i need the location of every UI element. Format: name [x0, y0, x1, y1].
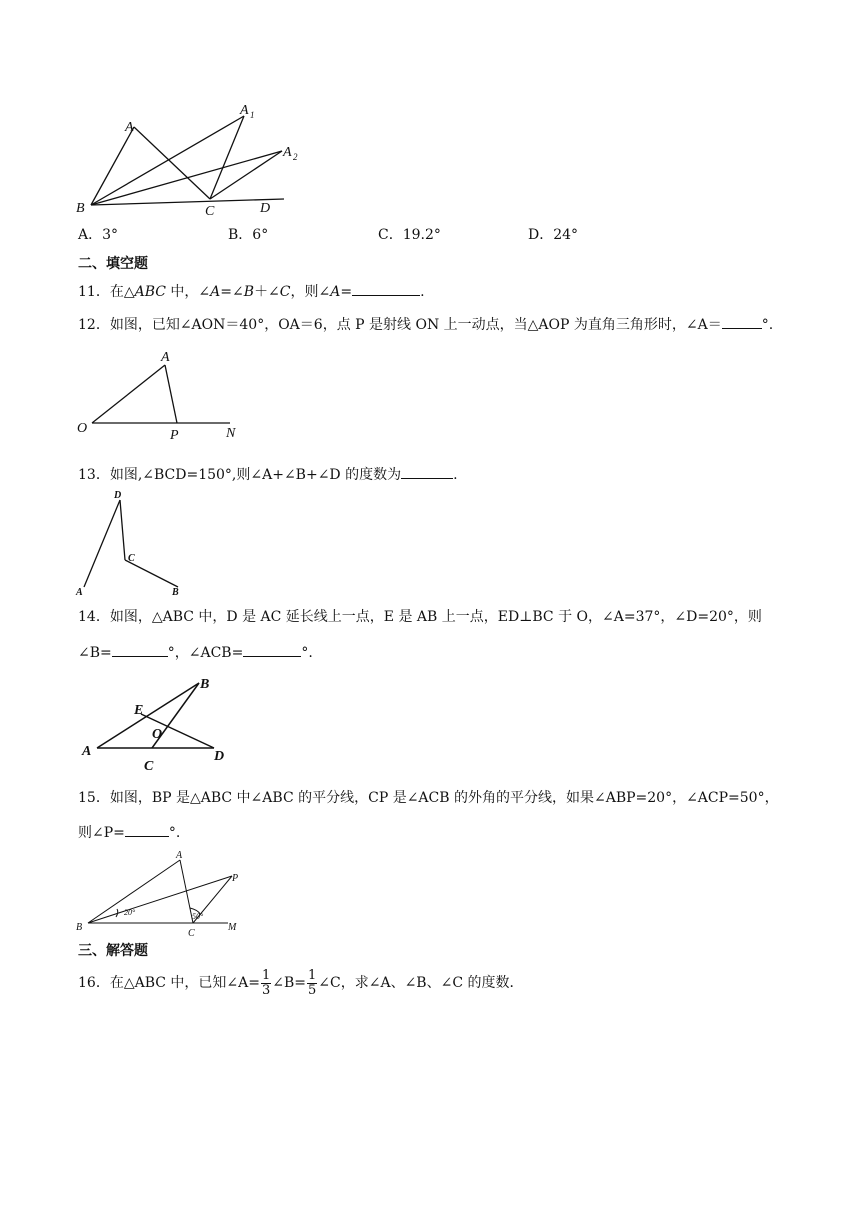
answer-blank — [112, 642, 168, 657]
label-b: B — [76, 922, 83, 933]
fraction-one-third: $\frac{1}{3}$ — [261, 967, 271, 998]
label-p: P — [170, 428, 179, 443]
answer-blank — [243, 642, 301, 657]
question-12: 12．如图，已知∠AON＝40°，OA＝6，点 P 是射线 ON 上一动点，当△AOP 为直角三角形时，∠A＝ °. — [78, 314, 773, 335]
option-value: 6° — [252, 227, 269, 243]
label-a: A — [82, 744, 92, 759]
label-b: B — [76, 201, 85, 216]
option-b — [228, 225, 268, 245]
label-c: C — [144, 759, 154, 774]
label-d: D — [260, 201, 271, 216]
label-c: C — [188, 928, 195, 938]
label-m: M — [228, 922, 237, 933]
option-letter: B． — [228, 227, 253, 243]
section-2-title: 二、填空题 — [78, 256, 148, 272]
q14-figure — [78, 673, 248, 778]
question-11: 11．在△ABC 中，∠A=∠B＋∠C，则∠A= . — [78, 281, 425, 302]
answer-blank — [352, 281, 420, 296]
q15-figure — [72, 848, 252, 938]
label-a: A — [76, 587, 83, 598]
label-e: E — [134, 703, 144, 718]
section-3-title: 三、解答题 — [78, 943, 148, 959]
option-value: 19.2° — [402, 227, 441, 243]
q13-figure — [72, 488, 192, 598]
label-a: A — [161, 350, 170, 365]
question-15-line-2: 则∠P= °. — [78, 822, 180, 843]
question-14-line-2: ∠B= °，∠ACB= °. — [78, 642, 313, 663]
label-a1-sub: 1 — [250, 110, 255, 120]
label-a: A — [176, 850, 183, 861]
option-letter: A． — [78, 227, 103, 243]
option-value: 24° — [553, 227, 579, 243]
fraction-one-fifth: $\frac{1}{5}$ — [308, 967, 317, 998]
option-c — [378, 225, 441, 245]
label-c: C — [128, 553, 135, 564]
question-15-line-1: 15．如图，BP 是△ABC 中∠ABC 的平分线，CP 是∠ACB 的外角的平分线，如果∠ABP=20°，∠ACP=50°， — [78, 790, 779, 806]
q10-figure — [70, 98, 310, 220]
label-n: N — [226, 426, 236, 441]
angle-20-label: 20° — [124, 908, 136, 917]
label-a2-sub: 2 — [293, 152, 298, 162]
angle-50-label: 50° — [192, 912, 204, 921]
answer-blank — [125, 822, 169, 837]
label-d: D — [114, 490, 122, 501]
question-13: 13．如图,∠BCD=150°,则∠A+∠B+∠D 的度数为 . — [78, 464, 458, 485]
label-o: O — [152, 727, 163, 742]
label-b: B — [200, 677, 210, 692]
label-b: B — [172, 587, 179, 598]
option-letter: C． — [378, 227, 403, 243]
answer-blank — [722, 314, 762, 329]
label-o: O — [77, 421, 88, 436]
label-d: D — [214, 749, 225, 764]
label-a1: A — [240, 103, 249, 118]
option-a — [78, 225, 118, 245]
option-d — [528, 225, 578, 245]
label-a2: A — [283, 145, 292, 160]
label-c: C — [205, 204, 215, 219]
label-p: P — [232, 873, 239, 884]
option-value: 3° — [102, 227, 119, 243]
question-14-line-1: 14．如图，△ABC 中，D 是 AC 延长线上一点，E 是 AB 上一点，ED⊥BC 于 O，∠A=37°，∠D=20°，则 — [78, 609, 762, 625]
option-letter: D． — [528, 227, 554, 243]
q12-figure — [70, 343, 250, 443]
answer-blank — [401, 464, 453, 479]
question-16: 16．在△ABC 中，已知∠A= $\frac{1}{3}$ ∠B= $\frac{1}{5}$ ∠C，求∠A、∠B、∠C 的度数． — [78, 967, 524, 998]
label-a: A — [125, 120, 134, 135]
